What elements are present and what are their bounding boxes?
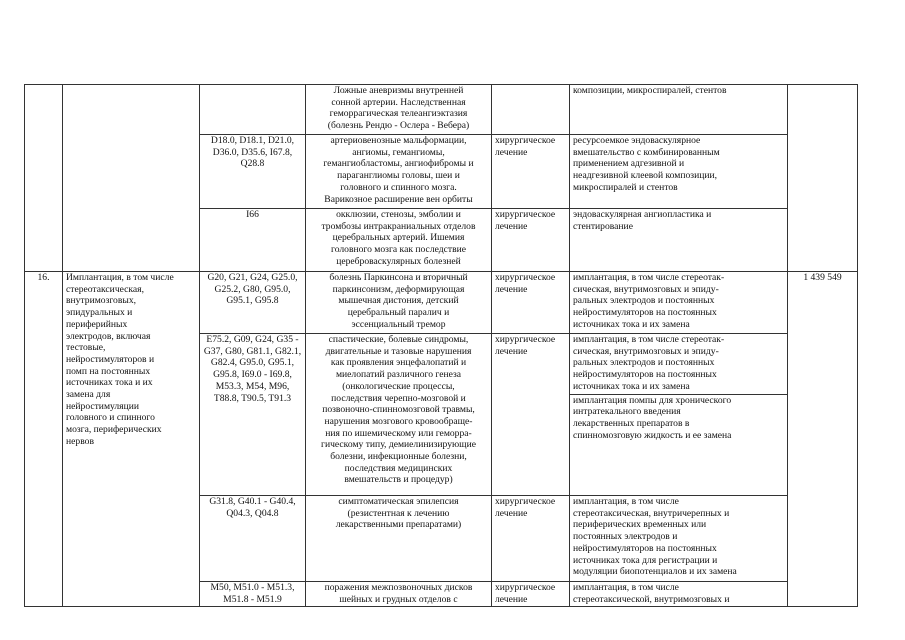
diagnosis-codes-cell: D18.0, D18.1, D21.0, D36.0, D35.6, I67.8, Q28.8 [200, 135, 306, 209]
table-row [25, 272, 858, 334]
treatment-type-cell: хирургическое лечение [492, 582, 570, 607]
condition-cell: окклюзии, стенозы, эмболии и тромбозы интракраниальных отделов церебральных артерий. Ишемия головного мозга как последствие цереброваскулярных болезней [306, 209, 492, 272]
diagnosis-codes-cell: M50, M51.0 - M51.3, M51.8 - M51.9 [200, 582, 306, 607]
service-name-cell: Имплантация, в том числе стереотаксическая, внутримозговых, эпидуральных и периферийных электродов, включая тестовые, нейростимуляторов и помп на постоянных источниках тока и их замена для нейростимуляции головного и спинного мозга, периферических нервов [63, 272, 200, 607]
diagnosis-codes-cell: E75.2, G09, G24, G35 - G37, G80, G81.1, G82.1, G82.4, G95.0, G95.1, G95.8, I69.0 - I69.8, M53.3, M54, M96, T88.8, T90.5, T91.3 [200, 334, 306, 496]
treatment-method-cell: композиции, микроспиралей, стентов [570, 85, 788, 135]
treatment-method-cell: имплантация, в том числе стереотаксическая, внутричерепных и периферических временных или постоянных электродов и нейростимуляторов на постоянных источниках тока для регистрации и модуляции биопотенциалов и их замена [570, 496, 788, 582]
row-number-cell: 16. [25, 272, 63, 607]
condition-cell: Ложные аневризмы внутренней сонной артерии. Наследственная геморрагическая телеангиэктазия (болезнь Рендю - Ослера - Вебера) [306, 85, 492, 135]
method-subrow [570, 394, 787, 441]
method-subrow [570, 334, 787, 394]
treatment-method-cell [570, 334, 788, 496]
diagnosis-codes-cell: I66 [200, 209, 306, 272]
diagnosis-codes-cell: G31.8, G40.1 - G40.4, Q04.3, Q04.8 [200, 496, 306, 582]
treatment-type-cell: хирургическое лечение [492, 272, 570, 334]
treatment-method-cell: эндоваскулярная ангиопластика и стентирование [570, 209, 788, 272]
treatment-method-cell: имплантация, в том числе стереотаксической, внутримозговых и [570, 582, 788, 607]
medical-services-table [24, 84, 858, 607]
treatment-type-cell [492, 85, 570, 135]
price-cell: 1 439 549 [788, 272, 858, 607]
treatment-type-cell: хирургическое лечение [492, 496, 570, 582]
condition-cell: спастические, болевые синдромы, двигательные и тазовые нарушения как проявления энцефалопатий и миелопатий различного генеза (онкологические процессы, последствия черепно-мозговой и позвоночно-спинномозговой травмы, нарушения мозгового кровообраще- ния по ишемическому или геморра- гическому типу, демиелинизирующие болезни, инфекционные болезни, последствия медицинских вмешательств и процедур) [306, 334, 492, 496]
table-row [25, 85, 858, 135]
service-name-cell [63, 85, 200, 272]
condition-cell: болезнь Паркинсона и вторичный паркинсонизм, деформирующая мышечная дистония, детский церебральный паралич и эссенциальный тремор [306, 272, 492, 334]
row-number-cell [25, 85, 63, 272]
treatment-method-cell: имплантация, в том числе стереотак- сическая, внутримозговых и эпиду- ральных электродов и постоянных нейростимуляторов на постоянных источниках тока и их замена [570, 272, 788, 334]
treatment-type-cell: хирургическое лечение [492, 209, 570, 272]
price-cell [788, 85, 858, 272]
treatment-method-cell: ресурсоемкое эндоваскулярное вмешательство с комбинированным применением адгезивной и неадгезивной клеевой композиции, микроспиралей и стентов [570, 135, 788, 209]
method-subtable [570, 334, 787, 441]
treatment-type-cell: хирургическое лечение [492, 334, 570, 496]
treatment-type-cell: хирургическое лечение [492, 135, 570, 209]
condition-cell: артериовенозные мальформации, ангиомы, гемангиомы, гемангиобластомы, ангиофибромы и параганглиомы головы, шеи и головного и спинного мозга. Варикозное расширение вен орбиты [306, 135, 492, 209]
diagnosis-codes-cell: G20, G21, G24, G25.0, G25.2, G80, G95.0, G95.1, G95.8 [200, 272, 306, 334]
method-text: имплантация помпы для хронического интратекального введения лекарственных препаратов в спинномозговую жидкость и ее замена [573, 394, 732, 441]
condition-cell: поражения межпозвоночных дисков шейных и грудных отделов с [306, 582, 492, 607]
method-text: имплантация, в том числе стереотак- сическая, внутримозговых и эпиду- ральных электродов и постоянных нейростимуляторов на постоянных источниках тока и их замена [570, 334, 787, 394]
condition-cell: симптоматическая эпилепсия (резистентная к лечению лекарственными препаратами) [306, 496, 492, 582]
diagnosis-codes-cell [200, 85, 306, 135]
